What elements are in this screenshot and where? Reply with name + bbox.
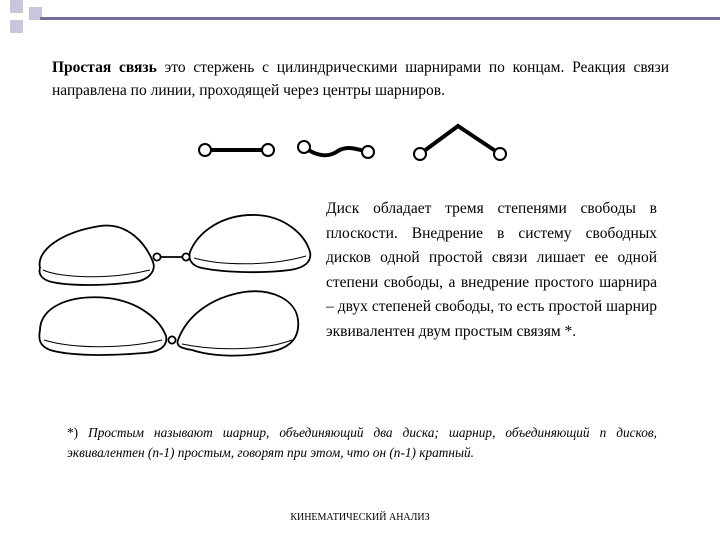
footnote: [67, 423, 657, 463]
disk-freedom-text: Диск обладает тремя степенями свободы в плоскости. Внедрение в систему свободных дисков одной простой связи лишает ее одной степени свободы, а внедрение простого шарнира – двух степеней свободы, то есть простой шарнир эквивалентен двум простым связям *.: [326, 200, 657, 340]
wavy-rod-link: [298, 141, 374, 158]
simple-link-text: это стержень с цилиндрическими шарнирами по концам. Реакция связи направлена по линии, проходящей через центры шарниров.: [52, 59, 669, 99]
simple-link-term: Простая связь: [52, 59, 157, 76]
slide-footer: КИНЕМАТИЧЕСКИЙ АНАЛИЗ: [290, 512, 430, 523]
bent-rod-link: [414, 126, 506, 160]
footnote-marker: *): [67, 425, 79, 440]
straight-rod-link: [199, 144, 274, 156]
disks-with-simple-link: [40, 215, 311, 285]
footnote-text: Простым называют шарнир, объединяющий два диска; шарнир, объединяющий n дисков, эквивалентен (n-1) простым, говорят при этом, что он (n-1) кратный.: [67, 425, 657, 460]
disks-with-hinge: [39, 291, 298, 355]
